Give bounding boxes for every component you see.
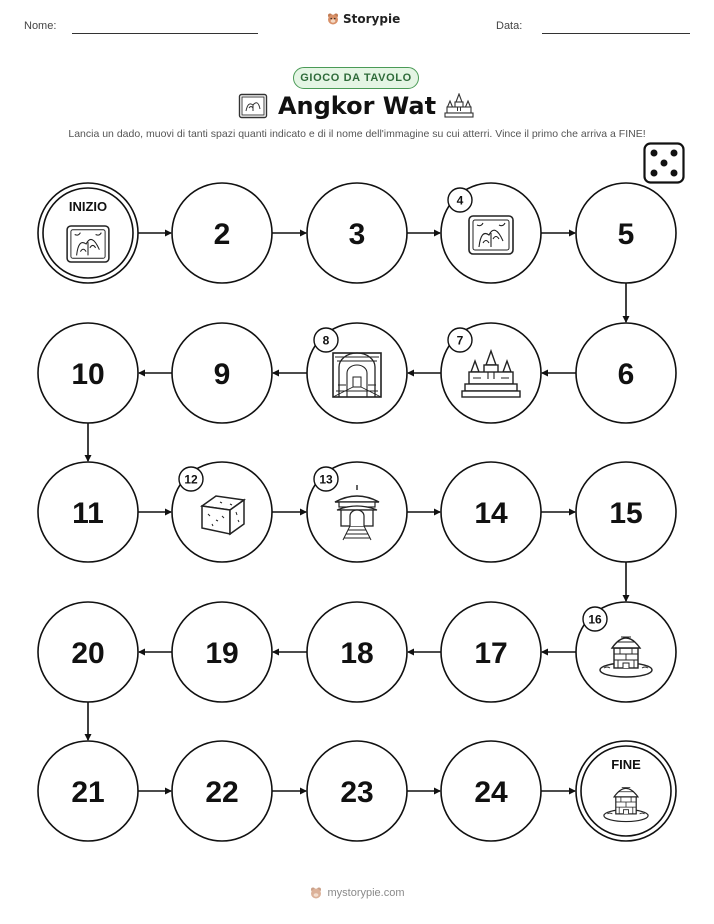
page-title: Angkor Wat	[277, 92, 437, 120]
board-space-2	[172, 183, 272, 283]
space-number-badge: 16	[588, 612, 602, 627]
name-label: Nome:	[24, 20, 57, 32]
board-space-4	[441, 183, 541, 283]
brand-name: Storypie	[343, 12, 401, 26]
space-number: 3	[348, 218, 366, 251]
date-label: Data:	[496, 20, 523, 32]
space-number: 23	[340, 776, 374, 809]
start-label: INIZIO	[68, 199, 108, 214]
carved-panel-icon	[67, 226, 109, 262]
board-space-3	[307, 183, 407, 283]
space-number: 21	[71, 776, 105, 809]
board-space-9	[172, 323, 272, 423]
board-space-15	[576, 462, 676, 562]
bear-mascot-icon	[309, 886, 323, 900]
board-space-1	[38, 183, 138, 283]
gallery-corridor-icon	[333, 353, 381, 397]
game-type-badge: GIOCO DA TAVOLO	[293, 67, 419, 89]
instructions: Lancia un dado, muovi di tanti spazi quanti indicato e di il nome dell'immagine su cui atterri. Vince il primo che arriva a FINE!	[68, 128, 646, 140]
space-number: 14	[474, 497, 508, 530]
footer	[0, 886, 714, 900]
board-space-7	[441, 323, 541, 423]
board-spaces	[38, 183, 676, 841]
board-space-6	[576, 323, 676, 423]
space-number-badge: 12	[184, 472, 198, 487]
space-number: 10	[71, 358, 105, 391]
space-number-badge: 4	[456, 193, 464, 208]
board-space-8	[307, 323, 407, 423]
board-space-21	[38, 741, 138, 841]
board-space-11	[38, 462, 138, 562]
space-number-badge: 7	[456, 333, 464, 348]
space-number-badge: 8	[322, 333, 330, 348]
space-number-badge: 13	[319, 472, 333, 487]
finish-label: FINE	[611, 757, 641, 772]
board-space-24	[441, 741, 541, 841]
space-number: 18	[340, 637, 374, 670]
board-space-17	[441, 602, 541, 702]
space-number: 22	[205, 776, 239, 809]
space-number: 11	[72, 497, 104, 530]
footer-url: mystorypie.com	[327, 887, 405, 899]
board-space-12	[172, 462, 272, 562]
board-space-25	[576, 741, 676, 841]
board-space-13	[307, 462, 407, 562]
board-space-23	[307, 741, 407, 841]
board-space-19	[172, 602, 272, 702]
space-number: 9	[213, 358, 231, 391]
space-number: 17	[474, 637, 508, 670]
space-number: 24	[474, 776, 508, 809]
space-number: 15	[609, 497, 643, 530]
space-number: 19	[205, 637, 239, 670]
space-number: 20	[71, 637, 105, 670]
board-space-10	[38, 323, 138, 423]
board-space-18	[307, 602, 407, 702]
board-space-22	[172, 741, 272, 841]
stone-block-icon	[202, 496, 244, 534]
board-space-5	[576, 183, 676, 283]
board-space-20	[38, 602, 138, 702]
space-number: 6	[617, 358, 635, 391]
board-space-14	[441, 462, 541, 562]
carved-panel-icon	[469, 216, 513, 254]
space-number: 5	[617, 218, 635, 251]
board-space-16	[576, 602, 676, 702]
space-number: 2	[213, 218, 231, 251]
